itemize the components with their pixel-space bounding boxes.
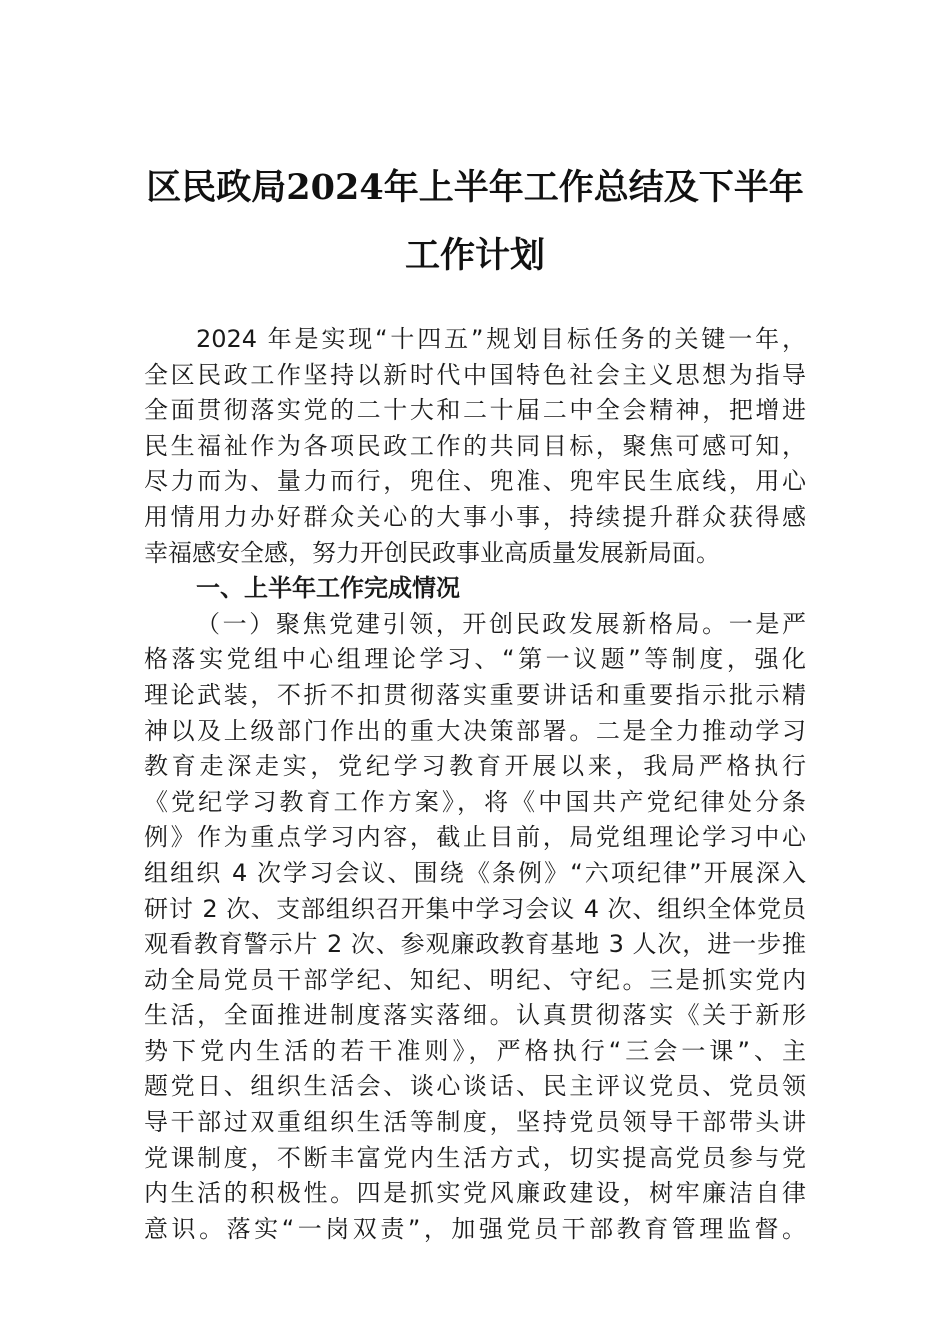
paragraph-line: 导干部过双重组织生活等制度，坚持党员领导干部带头讲: [144, 1108, 806, 1137]
paragraph-line: 党课制度，不断丰富党内生活方式，切实提高党员参与党: [144, 1143, 806, 1172]
paragraph-line: 全区民政工作坚持以新时代中国特色社会主义思想为指导: [144, 360, 806, 389]
paragraph-line: 民生福祉作为各项民政工作的共同目标，聚焦可感可知，: [144, 431, 806, 460]
paragraph-line: 格落实党组中心组理论学习、“第一议题”等制度，强化: [144, 645, 806, 674]
paragraph-line: 观看教育警示片 2 次、参观廉政教育基地 3 人次，进一步推: [144, 930, 806, 959]
paragraph-line: 全面贯彻落实党的二十大和二十届二中全会精神，把增进: [144, 396, 806, 425]
section-heading: 一、上半年工作完成情况: [196, 574, 460, 603]
paragraph-line: 《党纪学习教育工作方案》，将《中国共产党纪律处分条: [144, 787, 806, 816]
paragraph-line: 题党日、组织生活会、谈心谈话、民主评议党员、党员领: [144, 1072, 806, 1101]
paragraph-line: 内生活的积极性。四是抓实党风廉政建设，树牢廉洁自律: [144, 1179, 806, 1208]
paragraph-line: 势下党内生活的若干准则》，严格执行“三会一课”、主: [144, 1036, 806, 1065]
paragraph-line: 教育走深走实，党纪学习教育开展以来，我局严格执行: [144, 752, 806, 781]
paragraph-line: 例》作为重点学习内容，截止目前，局党组理论学习中心: [144, 823, 806, 852]
paragraph-line: 2024 年是实现“十四五”规划目标任务的关键一年，: [196, 325, 806, 353]
paragraph-line: 尽力而为、量力而行，兜住、兜准、兜牢民生底线，用心: [144, 467, 806, 496]
paragraph-line: 意识。落实“一岗双责”，加强党员干部教育管理监督。: [144, 1214, 806, 1243]
paragraph-line: 生活，全面推进制度落实落细。认真贯彻落实《关于新形: [144, 1001, 806, 1030]
document-title-line-1: 区民政局2024年上半年工作总结及下半年: [146, 167, 804, 208]
document-title-line-2: 工作计划: [404, 235, 545, 276]
paragraph-line: 理论武装，不折不扣贯彻落实重要讲话和重要指示批示精: [144, 680, 806, 709]
paragraph-line: 组组织 4 次学习会议、围绕《条例》“六项纪律”开展深入: [144, 858, 806, 887]
paragraph-line: 神以及上级部门作出的重大决策部署。二是全力推动学习: [144, 716, 806, 745]
paragraph-line: 幸福感安全感，努力开创民政事业高质量发展新局面。: [144, 538, 720, 567]
paragraph-line: （一）聚焦党建引领，开创民政发展新格局。一是严: [196, 609, 806, 638]
document-body: [144, 322, 806, 1247]
paragraph-line: 动全局党员干部学纪、知纪、明纪、守纪。三是抓实党内: [144, 965, 806, 994]
paragraph-line: 用情用力办好群众关心的大事小事，持续提升群众获得感: [144, 502, 806, 531]
paragraph-line: 研讨 2 次、支部组织召开集中学习会议 4 次、组织全体党员: [144, 894, 806, 923]
